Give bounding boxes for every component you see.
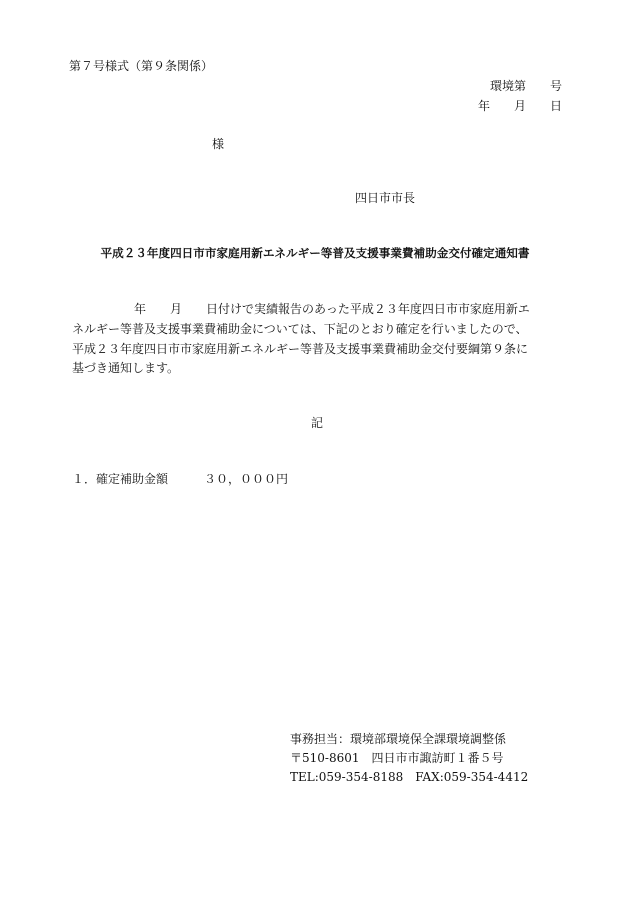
body-line-2: ネルギー等普及支援事業費補助金については、下記のとおり確定を行いましたので、 xyxy=(72,322,528,336)
body-line-4: 基づき通知します。 xyxy=(72,361,180,375)
contact-address: 〒510-8601 四日市市諏訪町１番５号 xyxy=(290,751,504,765)
recipient-honorific: 様 xyxy=(212,137,225,151)
confirmed-amount-value: ３０，０００円 xyxy=(204,472,289,486)
confirmed-amount-label: １．確定補助金額 xyxy=(72,472,169,486)
contact-department: 事務担当：環境部環境保全課環境調整係 xyxy=(290,732,507,746)
contact-phone-fax: TEL:059-354-8188 FAX:059-354-4412 xyxy=(290,770,529,784)
body-line-1: 年 月 日付けで実績報告のあった平成２３年度四日市市家庭用新エ xyxy=(134,302,530,316)
body-line-3: 平成２３年度四日市市家庭用新エネルギー等普及支援事業費補助金交付要綱第９条に xyxy=(72,342,529,356)
confirmed-amount-item xyxy=(72,473,288,485)
document-number: 環境第 号 xyxy=(489,79,562,93)
ki-heading: 記 xyxy=(311,416,324,430)
issuer-name: 四日市市長 xyxy=(355,191,416,205)
form-label: 第７号様式（第９条関係） xyxy=(69,59,214,73)
document-date: 年 月 日 xyxy=(477,99,562,113)
document-title: 平成２３年度四日市市家庭用新エネルギー等普及支援事業費補助金交付確定通知書 xyxy=(100,246,530,260)
